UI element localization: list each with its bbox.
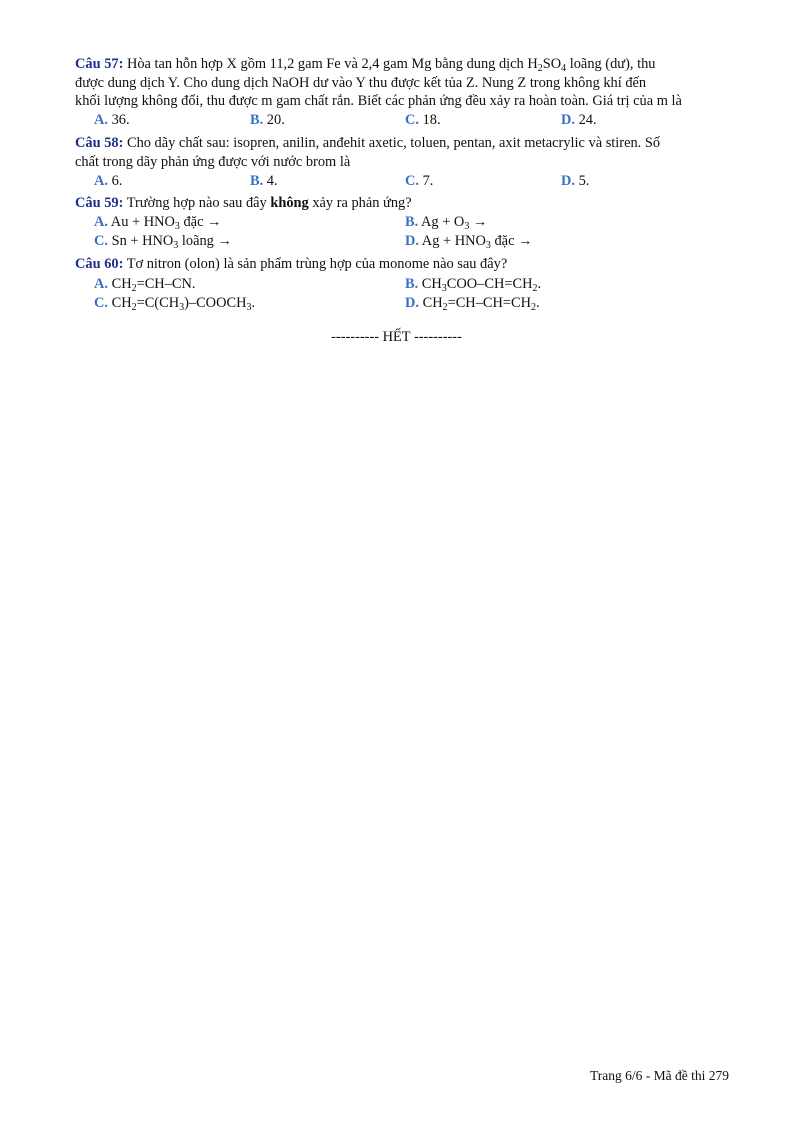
question-57 bbox=[75, 55, 731, 111]
emphasis-khong: không bbox=[270, 195, 309, 211]
question-60: Câu 60: Tơ nitron (olon) là sản phẩm trùng hợp của monome nào sau đây? bbox=[75, 256, 508, 272]
option-c: C. $Sn + HNO_3$ loãng → bbox=[94, 233, 232, 251]
option-c: C. $CH_2=C(CH_3)-COOCH_3$. bbox=[94, 295, 256, 313]
option-d: D. $CH_2=CH-CH=CH_2$. bbox=[405, 295, 540, 313]
question-60-label: Câu 60: bbox=[75, 256, 124, 272]
option-b: B. $Ag + O_3$ → bbox=[405, 214, 488, 232]
option-a: A. $Au + HNO_3$ đặc → bbox=[94, 214, 222, 232]
option-b: B. 20. bbox=[250, 112, 285, 128]
option-a: A. $CH_2=CH-CN$. bbox=[94, 276, 196, 294]
question-57-line-3: khối lượng không đổi, thu được m gam chất rắn. Biết các phản ứng đều xảy ra hoàn toàn. Giá trị của m là bbox=[75, 93, 682, 109]
question-59-label: Câu 59: bbox=[75, 195, 124, 211]
question-59: Câu 59: Trường hợp nào sau đây không xảy ra phản ứng? bbox=[75, 195, 412, 211]
question-57-line-2: được dung dịch Y. Cho dung dịch NaOH dư vào Y thu được kết tủa Z. Nung Z trong không khí đến bbox=[75, 74, 647, 91]
question-58 bbox=[75, 134, 731, 171]
page-footer: Trang 6/6 - Mã đề thi 279 bbox=[590, 1068, 729, 1083]
option-b: B. 4. bbox=[250, 173, 278, 189]
question-58-line-1: Câu 58: Cho dãy chất sau: isopren, anilin, anđehit axetic, toluen, pentan, axit metacrylic và stiren. Số bbox=[75, 135, 661, 151]
option-d: D. 5. bbox=[561, 173, 590, 189]
option-b: B. $CH_3COO-CH=CH_2$. bbox=[405, 276, 542, 294]
question-57-label: Câu 57: bbox=[75, 56, 124, 72]
option-d: D. 24. bbox=[561, 112, 597, 128]
option-c: C. 7. bbox=[405, 173, 434, 189]
option-a: A. 36. bbox=[94, 112, 130, 128]
option-c: C. 18. bbox=[405, 112, 441, 128]
question-58-label: Câu 58: bbox=[75, 135, 124, 151]
option-a: A. 6. bbox=[94, 173, 123, 189]
question-57-line-1: Câu 57: Hòa tan hỗn hợp X gồm 11,2 gam Fe và 2,4 gam Mg bằng dung dịch $H_2SO_4$ loãng (dư), thu bbox=[75, 56, 656, 74]
option-d: D. $Ag + HNO_3$ đặc → bbox=[405, 233, 533, 251]
question-58-line-2: chất trong dãy phản ứng được với nước brom là bbox=[75, 153, 351, 170]
end-marker: ---------- HẾT ---------- bbox=[331, 329, 462, 345]
